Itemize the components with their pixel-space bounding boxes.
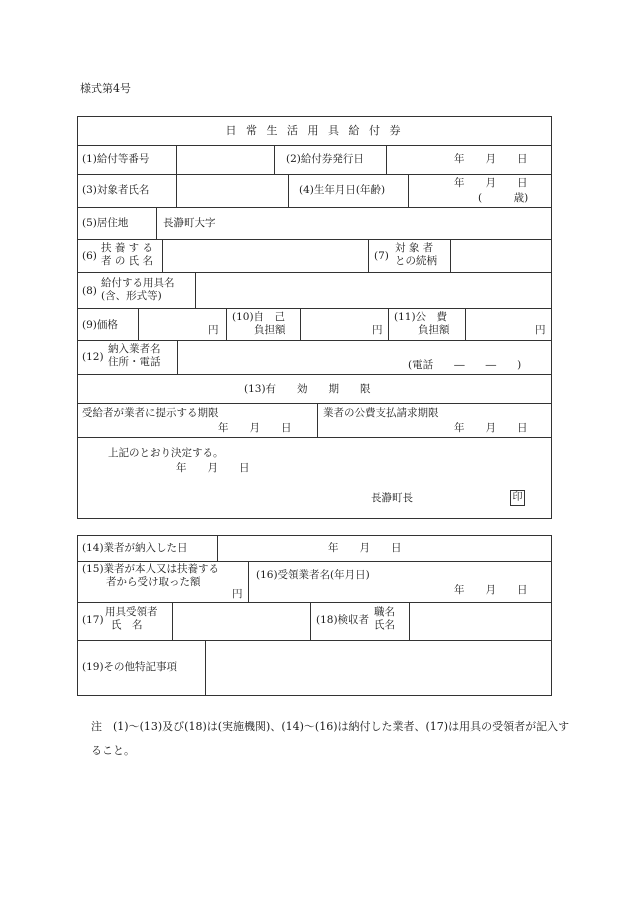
label-8-number: (8) [82,285,97,297]
label-6-number: (6) [82,250,97,262]
seal-mark: 印 [510,490,525,506]
billing-deadline-value: 年 月 日 [454,422,528,434]
label-amount-received: (15)業者が本人又は扶養する 者から受け取った額 [82,563,220,588]
label-delivery-date: (14)業者が納入した日 [82,542,188,554]
label-recipient-name: (3)対象者氏名 [82,184,150,196]
label-public-burden: (11)公 費 負担額 [394,311,450,336]
label-inspector-title-name: 職名 氏名 [374,606,395,631]
decision-date: 年 月 日 [176,462,250,474]
footnote: 注 (1)～(13)及び(18)は(実施機関)、(14)～(16)は納付した業者、(17)は用具の受領者が記入すること。 [91,720,570,757]
label-17-number: (17) [82,614,104,626]
label-equipment-name: 給付する用具名 (含、形式等) [101,277,175,302]
form-title: 日 常 生 活 用 具 給 付 券 [225,124,404,137]
label-supporter-name: 扶 養 す る 者 の 氏 名 [101,242,154,267]
label-price: (9)価格 [82,319,118,331]
label-validity-period: (13)有 効 期 限 [244,383,371,395]
label-birth-date: (4)生年月日(年齢) [299,184,386,196]
label-receiving-supplier: (16)受領業者名(年月日) [256,569,370,581]
label-presentation-deadline: 受給者が業者に提示する期限 [82,407,219,419]
label-12-number: (12) [82,351,104,363]
address-value: 長瀞町大字 [163,217,216,229]
label-voucher-number: (1)給付等番号 [82,153,150,165]
delivery-date-value: 年 月 日 [328,542,402,554]
label-supplier: 納入業者名 住所・電話 [108,343,161,368]
label-other-remarks: (19)その他特記事項 [82,661,178,673]
age-value: ( 歳) [478,192,529,204]
public-burden-yen-unit: 円 [535,324,546,336]
label-relationship: 対 象 者 との続柄 [395,242,437,267]
label-inspector: (18)検収者 [316,614,370,626]
self-burden-yen-unit: 円 [372,324,383,336]
mayor-title: 長瀞町長 [371,492,413,504]
amount-received-yen-unit: 円 [232,588,243,600]
label-self-burden: (10)自 己 負担額 [232,311,286,336]
decision-text: 上記のとおり決定する。 [108,447,224,459]
label-address: (5)居住地 [82,217,129,229]
supplier-phone: (電話 ― ― ) [408,359,522,371]
presentation-deadline-value: 年 月 日 [218,422,292,434]
birth-date-value: 年 月 日 [454,177,528,189]
price-yen-unit: 円 [208,324,219,336]
label-equipment-receiver: 用具受領者 氏 名 [105,606,158,631]
label-billing-deadline: 業者の公費支払請求期限 [323,407,439,419]
label-7-number: (7) [374,250,389,262]
label-issue-date: (2)給付券発行日 [286,153,364,165]
receiving-supplier-date: 年 月 日 [454,584,528,596]
form-number: 様式第4号 [80,82,131,95]
issue-date-value: 年 月 日 [454,153,528,165]
